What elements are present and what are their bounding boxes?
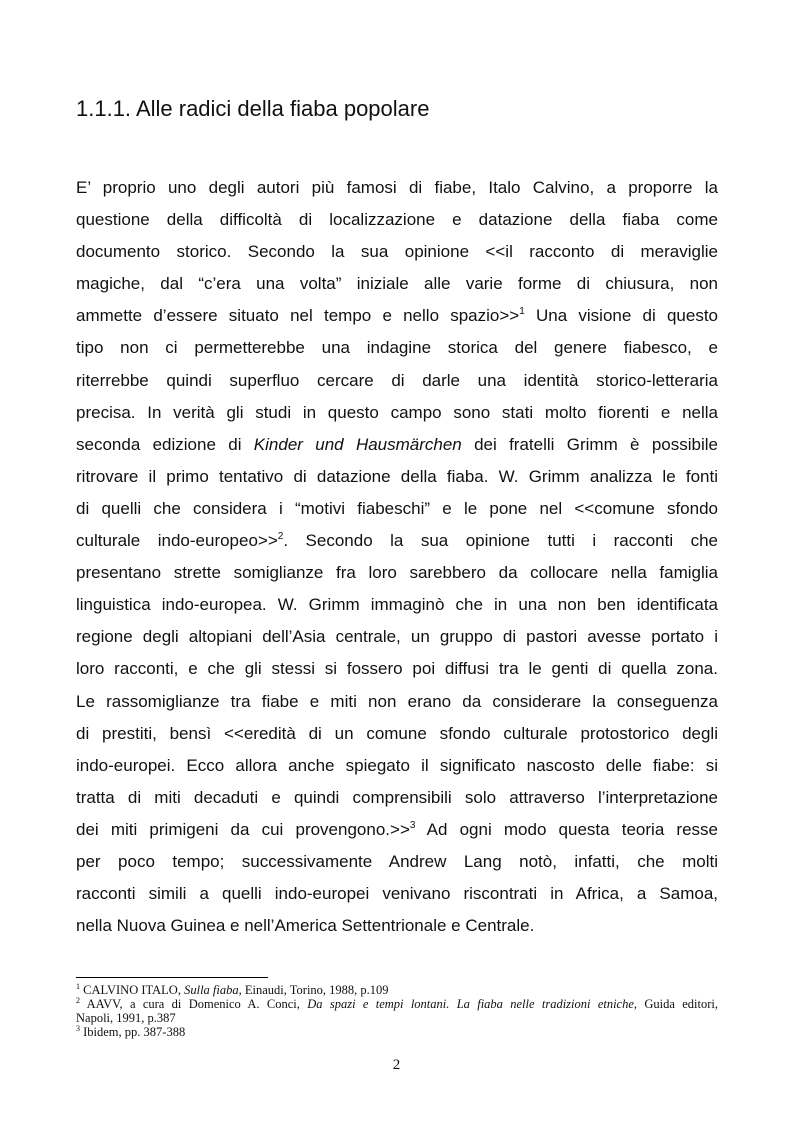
body-paragraph — [76, 172, 718, 942]
text-segment: Una visione di questo — [524, 306, 718, 326]
footnote-1 — [76, 983, 718, 997]
text-line: ritrovare il primo tentativo di datazione della fiaba. W. Grimm analizza le fonti — [76, 466, 718, 486]
page-number: 2 — [392, 1057, 401, 1073]
footnote-marker-3[interactable]: 3 — [409, 819, 416, 831]
footnote-marker-1[interactable]: 1 — [519, 306, 525, 318]
quote-text: dei miti primigeni da cui provengono.>> — [76, 819, 410, 839]
text-segment: seconda edizione di — [76, 434, 254, 454]
text-line: riterrebbe quindi superfluo cercare di darle una identità storico-letteraria — [76, 370, 718, 390]
book-title: Kinder und Hausmärchen — [253, 434, 462, 454]
footnote-title: Sulla fiaba — [184, 983, 239, 997]
footnote-number: 2 — [76, 996, 80, 1005]
footnote-line: Napoli, 1991, p.387 — [76, 1011, 176, 1025]
footnote-title: Da spazi e tempi lontani. La fiaba nelle tradizioni etniche — [307, 997, 634, 1011]
text-line: questione della difficoltà di localizzazione e datazione della fiaba come — [76, 210, 718, 230]
text-line: precisa. In verità gli studi in questo campo sono stati molto fiorenti e nella — [76, 402, 718, 422]
text-line: regione degli altopiani dell’Asia centrale, un gruppo di pastori avesse portato i — [76, 627, 718, 647]
footnote-text: AAVV, a cura di Domenico A. Conci, — [80, 997, 308, 1011]
footnote-3 — [76, 1025, 718, 1039]
text-line: tipo non ci permetterebbe una indagine storica del genere fiabesco, e — [76, 338, 718, 358]
text-line — [76, 429, 718, 461]
text-line — [76, 814, 718, 846]
footnote-text: , Einaudi, Torino, 1988, p.109 — [238, 983, 389, 997]
text-line: tratta di miti decaduti e quindi comprensibili solo attraverso l’interpretazione — [76, 787, 718, 807]
text-line: E’ proprio uno degli autori più famosi di fiabe, Italo Calvino, a proporre la — [76, 178, 718, 197]
text-line — [76, 300, 718, 332]
text-line: linguistica indo-europea. W. Grimm immaginò che in una non ben identificata — [76, 595, 718, 615]
text-line: nella Nuova Guinea e nell’America Settentrionale e Centrale. — [76, 916, 535, 936]
footnote-text: Ibidem, pp. 387-388 — [80, 1025, 186, 1039]
text-segment: Ad ogni modo questa teoria resse — [415, 819, 718, 839]
text-line: racconti simili a quelli indo-europei venivano riscontrati in Africa, a Samoa, — [76, 884, 718, 904]
quote-text: ammette d’essere situato nel tempo e nello spazio>> — [76, 306, 520, 326]
text-line: di quelli che considera i “motivi fiabeschi” e le pone nel <<comune sfondo — [76, 498, 718, 518]
footnote-line — [76, 997, 718, 1011]
text-line: loro racconti, e che gli stessi si fossero poi diffusi tra le genti di quella zona. — [76, 659, 718, 679]
section-heading: 1.1.1. Alle radici della fiaba popolare — [76, 96, 430, 121]
text-line: per poco tempo; successivamente Andrew Lang notò, infatti, che molti — [76, 851, 718, 871]
text-line: di prestiti, bensì <<eredità di un comune sfondo culturale protostorico degli — [76, 723, 718, 743]
text-line: magiche, dal “c’era una volta” iniziale alle varie forme di chiusura, non — [76, 274, 718, 294]
footnote-text: CALVINO ITALO, — [80, 983, 185, 997]
text-segment: culturale indo-europeo>> — [76, 531, 278, 551]
footnote-text: , Guida editori, — [633, 997, 719, 1011]
text-line: indo-europei. Ecco allora anche spiegato il significato nascosto delle fiabe: si — [76, 755, 718, 775]
footnotes — [76, 983, 718, 1039]
footnote-number: 1 — [76, 982, 80, 991]
text-segment: . Secondo la sua opinione tutti i racconti che — [283, 531, 718, 551]
footnote-number: 3 — [76, 1024, 80, 1033]
text-line: Le rassomiglianze tra fiabe e miti non erano da considerare la conseguenza — [76, 691, 718, 711]
text-line: presentano strette somiglianze fra loro sarebbero da collocare nella famiglia — [76, 563, 718, 583]
footnote-2 — [76, 997, 718, 1025]
text-line: documento storico. Secondo la sua opinione <<il racconto di meraviglie — [76, 242, 718, 262]
footnote-marker-2[interactable]: 2 — [277, 531, 284, 543]
footnote-divider — [76, 977, 268, 978]
text-segment: dei fratelli Grimm è possibile — [461, 434, 718, 454]
text-line — [76, 525, 718, 557]
